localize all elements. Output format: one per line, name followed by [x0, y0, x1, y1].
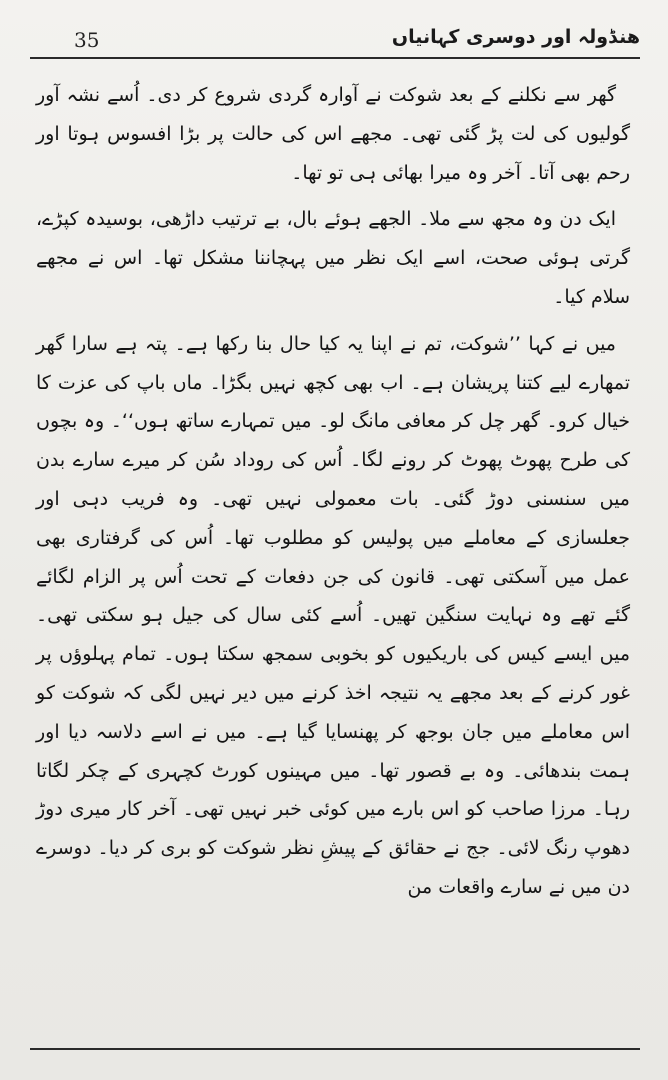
- body-text: [36, 76, 630, 907]
- paragraph-2: ایک دن وہ مجھ سے ملا۔ الجھے ہوئے بال، بے ترتیب داڑھی، بوسیدہ کپڑے، گرتی ہوئی صحت، اسے ایک نظر میں پہچاننا مشکل تھا۔ اس نے مجھے سلام کیا۔: [36, 208, 630, 308]
- header-divider: [30, 57, 640, 59]
- paragraph-3: میں نے کہا ’’شوکت، تم نے اپنا یہ کیا حال بنا رکھا ہے۔ پتہ ہے سارا گھر تمھارے لیے کتنا پریشان ہے۔ اب بھی کچھ نہیں بگڑا۔ ماں باپ کی عزت کا خیال کرو۔ گھر چل کر معافی مانگ لو۔ میں تمہارے ساتھ ہوں‘‘۔ وہ بچوں کی طرح پھوٹ پھوٹ کر رونے لگا۔ اُس کی روداد سُن کر میرے سارے بدن میں سنسنی دوڑ گئی۔ بات معمولی نہیں تھی۔ وہ فریب دہی اور جعلسازی کے معاملے میں پولیس کو مطلوب تھا۔ اُس کی گرفتاری بھی عمل میں آسکتی تھی۔ قانون کی جن دفعات کے تحت اُس پر الزام لگائے گئے تھے وہ نہایت سنگین تھیں۔ اُسے کئی سال کی جیل ہو سکتی تھی۔ میں ایسے کیس کی باریکیوں کو بخوبی سمجھ سکتا ہوں۔ تمام پہلوؤں پر غور کرنے کے بعد مجھے یہ نتیجہ اخذ کرنے میں دیر نہیں لگی کہ شوکت کو اس معاملے میں جان بوجھ کر پھنسایا گیا ہے۔ میں نے اسے دلاسہ دیا اور ہمت بندھائی۔ وہ بے قصور تھا۔ میں مہینوں کورٹ کچہری کے چکر لگاتا رہا۔ مرزا صاحب کو اس بارے میں کوئی خبر نہیں تھی۔ آخر کار میری دوڑ دھوپ رنگ لائی۔ جج نے حقائق کے پیشِ نظر شوکت کو بری کر دیا۔ دوسرے دن میں نے سارے واقعات من: [36, 332, 630, 898]
- book-title: ھنڈولہ اور دوسری کہانیاں: [391, 26, 640, 48]
- page-number: 35: [74, 28, 100, 52]
- page-header: [30, 26, 640, 56]
- paragraph-1: گھر سے نکلنے کے بعد شوکت نے آوارہ گردی شروع کر دی۔ اُسے نشہ آور گولیوں کی لت پڑ گئی تھی۔ مجھے اس کی حالت پر بڑا افسوس ہوتا اور رحم بھی آتا۔ آخر وہ میرا بھائی ہی تو تھا۔: [36, 84, 630, 184]
- footer-divider: [30, 1048, 640, 1050]
